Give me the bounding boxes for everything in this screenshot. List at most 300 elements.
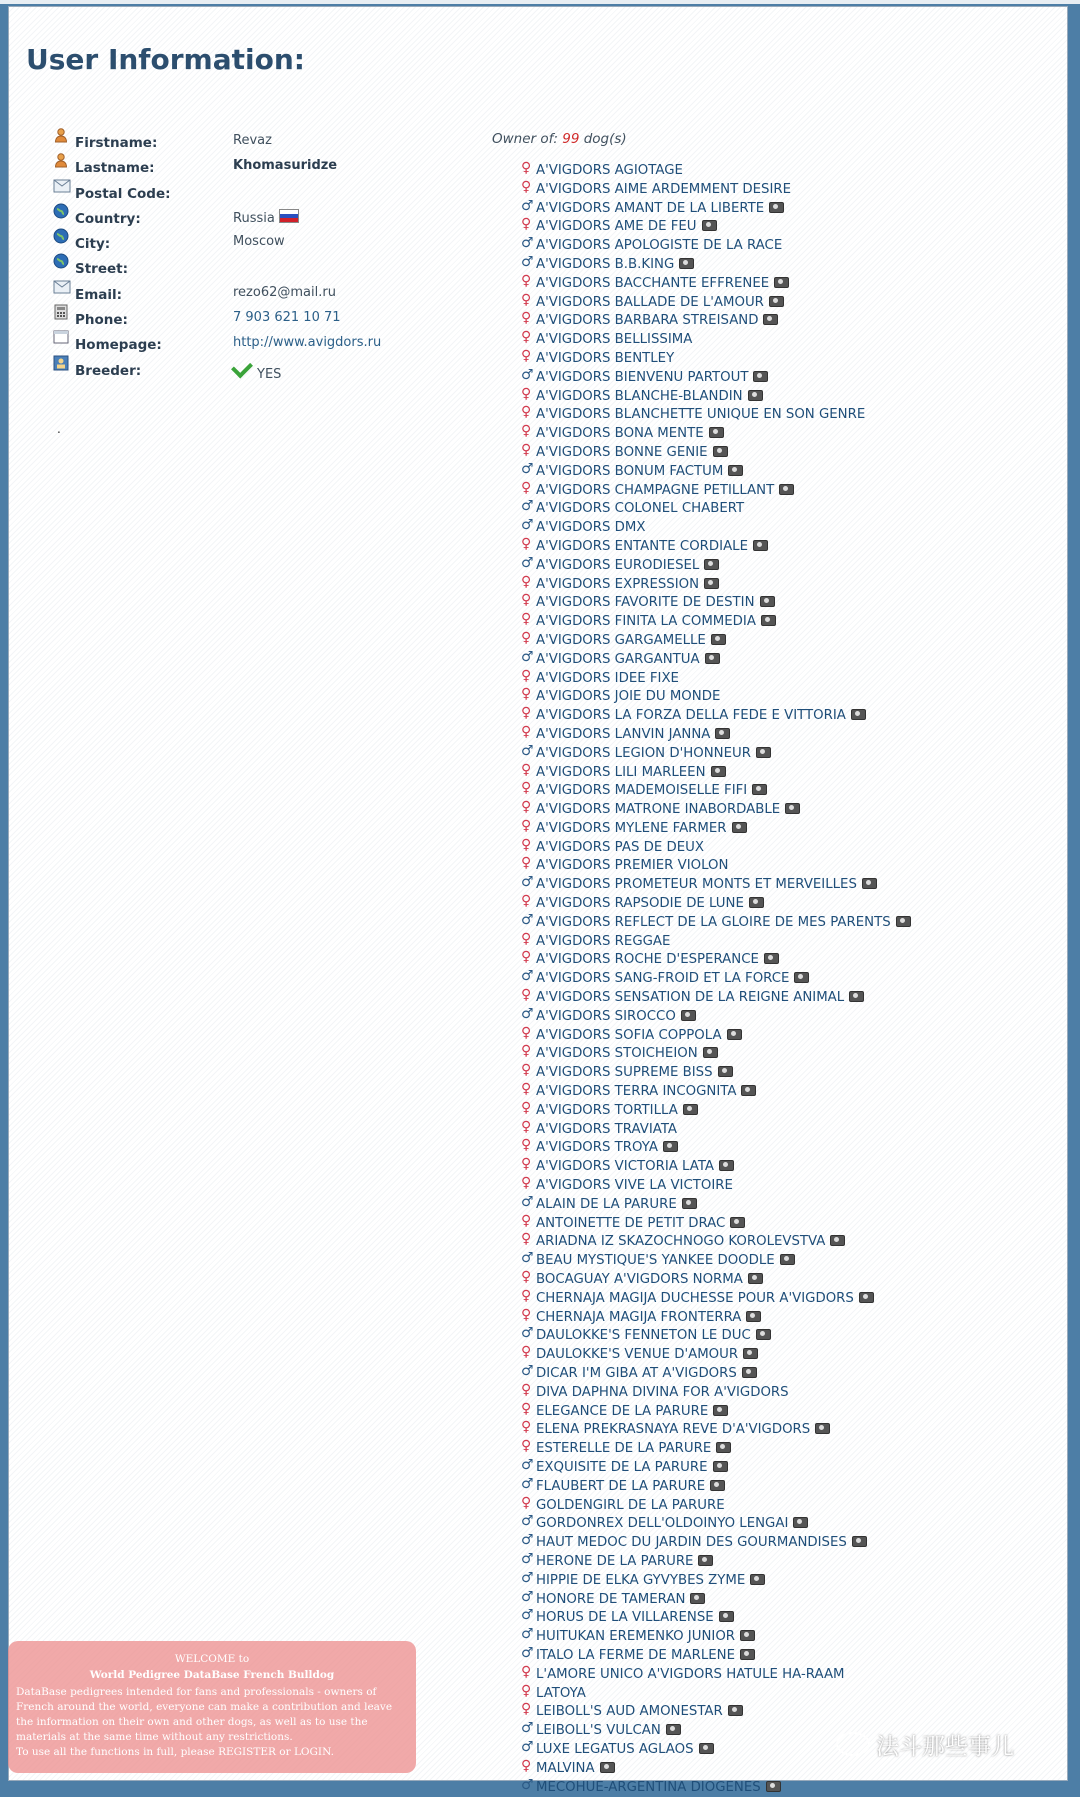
camera-icon[interactable] — [849, 991, 864, 1002]
camera-icon[interactable] — [710, 1480, 725, 1491]
dog-list-item[interactable] — [521, 688, 911, 707]
camera-icon[interactable] — [727, 1029, 742, 1040]
camera-icon[interactable] — [713, 1461, 728, 1472]
camera-icon[interactable] — [681, 1010, 696, 1021]
camera-icon[interactable] — [690, 1593, 705, 1604]
female-icon: ♀ — [521, 949, 532, 966]
dog-list-item[interactable] — [521, 951, 911, 970]
info-value — [233, 234, 285, 249]
female-icon: ♀ — [521, 1118, 532, 1135]
dog-list-item[interactable] — [521, 1287, 911, 1309]
camera-icon[interactable] — [711, 766, 726, 777]
female-icon: ♀ — [521, 1137, 532, 1154]
dog-name-link[interactable]: MALVINA — [536, 1760, 595, 1776]
dog-list-item[interactable] — [521, 1644, 911, 1666]
dog-name-link[interactable]: A'VIGDORS LILI MARLEEN — [536, 764, 706, 780]
dog-list-item[interactable] — [521, 479, 911, 501]
dog-name-link[interactable]: A'VIGDORS RAPSODIE DE LUNE — [536, 896, 744, 912]
dog-list-item[interactable] — [521, 707, 911, 726]
dog-list-item[interactable] — [521, 742, 911, 764]
dog-list-item[interactable] — [521, 406, 911, 425]
dog-name-link[interactable]: A'VIGDORS SANG-FROID ET LA FORCE — [536, 971, 790, 987]
dog-name-link[interactable]: A'VIGDORS APOLOGISTE DE LA RACE — [536, 238, 783, 254]
dog-list-item[interactable] — [521, 911, 911, 933]
camera-icon[interactable] — [746, 1311, 761, 1322]
camera-icon[interactable] — [683, 1104, 698, 1115]
dog-list-item[interactable] — [521, 761, 911, 783]
dog-name-link[interactable]: A'VIGDORS BONA MENTE — [536, 426, 704, 442]
camera-icon[interactable] — [780, 1254, 795, 1265]
camera-icon[interactable] — [698, 1555, 713, 1566]
camera-icon[interactable] — [730, 1217, 745, 1228]
female-icon: ♀ — [521, 1269, 532, 1286]
dog-name-link[interactable]: A'VIGDORS BALLADE DE L'AMOUR — [536, 294, 764, 310]
dog-list-item[interactable] — [521, 970, 911, 989]
camera-icon[interactable] — [679, 258, 694, 269]
dog-list-item[interactable] — [521, 1346, 911, 1365]
dog-name-link[interactable]: A'VIGDORS MYLENE FARMER — [536, 820, 727, 836]
dog-list-item[interactable] — [521, 218, 911, 237]
dog-name-link[interactable]: HONORE DE TAMERAN — [536, 1591, 686, 1607]
person-icon — [53, 127, 69, 143]
dog-name-link[interactable]: A'VIGDORS IDEE FIXE — [536, 670, 679, 686]
dog-name-link[interactable]: A'VIGDORS CHAMPAGNE PETILLANT — [536, 482, 775, 498]
camera-icon[interactable] — [728, 1705, 743, 1716]
camera-icon[interactable] — [709, 427, 724, 438]
dog-list-item[interactable] — [521, 1663, 911, 1685]
camera-icon[interactable] — [753, 540, 768, 551]
dog-list-item[interactable] — [521, 648, 911, 670]
dog-name-link[interactable]: A'VIGDORS TORTILLA — [536, 1102, 678, 1118]
dog-name-link[interactable]: ELEGANCE DE LA PARURE — [536, 1403, 709, 1419]
info-row — [53, 127, 453, 152]
camera-icon[interactable] — [760, 596, 775, 607]
dog-name-link[interactable]: A'VIGDORS JOIE DU MONDE — [536, 689, 721, 705]
info-label: Lastname: — [75, 160, 155, 177]
dog-list-item[interactable] — [521, 1494, 911, 1516]
dog-list-item[interactable] — [521, 1233, 911, 1252]
dog-name-link[interactable]: A'VIGDORS AIME ARDEMMENT DESIRE — [536, 181, 792, 197]
camera-icon[interactable] — [763, 314, 778, 325]
dog-list-item[interactable] — [521, 291, 911, 313]
camera-icon[interactable] — [718, 1066, 733, 1077]
camera-icon[interactable] — [753, 371, 768, 382]
dog-name-link[interactable]: HAUT MEDOC DU JARDIN DES GOURMANDISES — [536, 1535, 847, 1551]
dog-list-item[interactable] — [521, 1515, 911, 1534]
dog-list-item[interactable] — [521, 1083, 911, 1102]
dog-list-item[interactable] — [521, 331, 911, 350]
dog-name-link[interactable]: LUXE LEGATUS AGLAOS — [536, 1741, 694, 1757]
page-title: User Information: — [26, 43, 305, 76]
dog-list-item[interactable] — [521, 425, 911, 444]
camera-icon[interactable] — [793, 1517, 808, 1528]
dog-name-link[interactable]: A'VIGDORS VICTORIA LATA — [536, 1159, 715, 1175]
camera-icon[interactable] — [716, 1442, 731, 1453]
dog-name-link[interactable]: HUITUKAN EREMENKO JUNIOR — [536, 1629, 736, 1645]
dog-name-link[interactable]: A'VIGDORS PAS DE DEUX — [536, 839, 704, 855]
camera-icon[interactable] — [600, 1762, 615, 1773]
camera-icon[interactable] — [779, 484, 794, 495]
dog-name-link[interactable]: ALAIN DE LA PARURE — [536, 1196, 677, 1212]
female-icon: ♀ — [521, 987, 532, 1004]
dog-name-link[interactable]: A'VIGDORS TERRA INCOGNITA — [536, 1084, 737, 1100]
male-icon: ♂ — [521, 197, 534, 214]
dog-list-item[interactable] — [521, 1776, 911, 1797]
dog-list-item[interactable] — [521, 801, 911, 820]
dog-list-item[interactable] — [521, 1475, 911, 1497]
dog-name-link[interactable]: DAULOKKE'S FENNETON LE DUC — [536, 1328, 751, 1344]
female-icon: ♀ — [521, 1419, 532, 1436]
dog-list-item[interactable] — [521, 347, 911, 369]
camera-icon[interactable] — [794, 972, 809, 983]
dog-name-link[interactable]: A'VIGDORS AGIOTAGE — [536, 163, 683, 178]
dog-list-item[interactable] — [521, 272, 911, 294]
female-icon: ♀ — [521, 347, 532, 364]
dog-name-link[interactable]: HORUS DE LA VILLARENSE — [536, 1610, 714, 1626]
female-icon: ♀ — [521, 1682, 532, 1699]
camera-icon[interactable] — [728, 465, 743, 476]
dog-name-link[interactable]: A'VIGDORS SOFIA COPPOLA — [536, 1027, 722, 1043]
camera-icon[interactable] — [702, 220, 717, 231]
watermark-text: 法斗那些事儿 — [876, 1734, 1014, 1760]
dog-list-item[interactable] — [521, 1139, 911, 1158]
camera-icon[interactable] — [711, 634, 726, 645]
camera-icon[interactable] — [896, 916, 911, 927]
info-value-text: Revaz — [233, 133, 272, 148]
dog-name-link[interactable]: A'VIGDORS SUPREME BISS — [536, 1065, 713, 1081]
dog-list-item[interactable] — [521, 1158, 911, 1177]
dog-list-item[interactable] — [521, 1588, 911, 1610]
dog-name-link[interactable]: LEIBOLL'S VULCAN — [536, 1723, 661, 1739]
dog-name-link[interactable]: A'VIGDORS EURODIESEL — [536, 557, 700, 573]
dog-list-item[interactable] — [521, 1703, 911, 1722]
male-icon: ♂ — [521, 648, 534, 665]
dog-name-link[interactable]: FLAUBERT DE LA PARURE — [536, 1478, 706, 1494]
dog-name-link[interactable]: A'VIGDORS ENTANTE CORDIALE — [536, 538, 748, 554]
dog-name-link[interactable]: MECOHUE-ARGENTINA DIOGENES — [536, 1779, 761, 1795]
dog-list-item[interactable] — [521, 500, 911, 519]
camera-icon[interactable] — [699, 1743, 714, 1754]
dog-list-item[interactable] — [521, 1193, 911, 1215]
camera-icon[interactable] — [750, 1574, 765, 1585]
camera-icon[interactable] — [682, 1198, 697, 1209]
dog-name-link[interactable]: DAULOKKE'S VENUE D'AMOUR — [536, 1347, 739, 1363]
dog-list-item[interactable] — [521, 1569, 911, 1591]
dog-list-item[interactable] — [521, 594, 911, 613]
male-icon: ♂ — [521, 1475, 534, 1492]
female-icon: ♀ — [521, 1099, 532, 1116]
globe-icon — [53, 253, 69, 269]
dog-name-link[interactable]: A'VIGDORS EXPRESSION — [536, 576, 700, 592]
welcome-line1: WELCOME to — [174, 1653, 250, 1665]
dog-name-link[interactable]: A'VIGDORS AME DE FEU — [536, 219, 697, 235]
female-icon: ♀ — [521, 272, 532, 289]
dog-name-link[interactable]: A'VIGDORS BENTLEY — [536, 350, 675, 366]
info-row — [53, 355, 453, 380]
dog-name-link[interactable]: A'VIGDORS SIROCCO — [536, 1008, 676, 1024]
dog-list-item[interactable] — [521, 836, 911, 858]
dog-list-item[interactable] — [521, 1365, 911, 1384]
female-icon: ♀ — [521, 1212, 532, 1229]
info-value[interactable] — [233, 310, 341, 325]
male-icon: ♂ — [521, 1193, 534, 1210]
welcome-popup — [8, 1641, 416, 1773]
dog-name-link[interactable]: LEIBOLL'S AUD AMONESTAR — [536, 1704, 723, 1720]
dog-list-item[interactable] — [521, 535, 911, 557]
dog-name-link[interactable]: A'VIGDORS ROCHE D'ESPERANCE — [536, 952, 759, 968]
camera-icon[interactable] — [748, 390, 763, 401]
dog-name-link[interactable]: ARIADNA IZ SKAZOCHNOGO KOROLEVSTVA — [536, 1234, 826, 1250]
dog-list-item[interactable] — [521, 989, 911, 1008]
dog-list-item[interactable] — [521, 1118, 911, 1140]
dog-list-item[interactable] — [521, 162, 911, 181]
dog-list-item[interactable] — [521, 1045, 911, 1064]
dog-list-item[interactable] — [521, 237, 911, 256]
dog-list-item[interactable] — [521, 385, 911, 407]
female-icon: ♀ — [521, 667, 532, 684]
dog-list-item[interactable] — [521, 253, 911, 275]
dog-list-item[interactable] — [521, 1327, 911, 1346]
dog-name-link[interactable]: A'VIGDORS BACCHANTE EFFRENEE — [536, 275, 770, 291]
dog-list-item[interactable] — [521, 441, 911, 463]
dog-name-link[interactable]: A'VIGDORS DMX — [536, 520, 646, 536]
dog-name-link[interactable]: A'VIGDORS BLANCHETTE UNIQUE EN SON GENRE — [536, 407, 866, 423]
dog-name-link[interactable]: A'VIGDORS LANVIN JANNA — [536, 726, 711, 742]
camera-icon[interactable] — [752, 784, 767, 795]
camera-icon[interactable] — [749, 897, 764, 908]
dog-name-link[interactable]: A'VIGDORS BLANCHE-BLANDIN — [536, 388, 743, 404]
camera-icon[interactable] — [743, 1348, 758, 1359]
female-icon: ♀ — [521, 930, 532, 947]
dog-list-item[interactable] — [521, 1421, 911, 1440]
camera-icon[interactable] — [663, 1141, 678, 1152]
dog-list-item[interactable] — [521, 1609, 911, 1628]
camera-icon[interactable] — [705, 653, 720, 664]
dog-list-item[interactable] — [521, 573, 911, 595]
camera-icon[interactable] — [774, 277, 789, 288]
camera-icon[interactable] — [666, 1724, 681, 1735]
dog-list-item[interactable] — [521, 613, 911, 632]
dog-name-link[interactable]: EXQUISITE DE LA PARURE — [536, 1459, 708, 1475]
dog-name-link[interactable]: ITALO LA FERME DE MARLENE — [536, 1647, 735, 1663]
dog-name-link[interactable]: A'VIGDORS MATRONE INABORDABLE — [536, 802, 781, 818]
camera-icon[interactable] — [715, 728, 730, 739]
dog-list-item[interactable] — [521, 667, 911, 689]
dog-name-link[interactable]: GOLDENGIRL DE LA PARURE — [536, 1497, 725, 1513]
camera-icon[interactable] — [852, 1536, 867, 1547]
female-icon: ♀ — [521, 216, 532, 233]
camera-icon[interactable] — [859, 1292, 874, 1303]
dog-list-item[interactable] — [521, 1550, 911, 1572]
dog-list-item[interactable] — [521, 366, 911, 388]
dog-list-item[interactable] — [521, 312, 911, 331]
top-border — [0, 0, 1080, 4]
dog-list-item[interactable] — [521, 1628, 911, 1647]
female-icon: ♀ — [521, 780, 532, 797]
female-icon: ♀ — [521, 1701, 532, 1718]
dog-list-item[interactable] — [521, 1440, 911, 1459]
dog-name-link[interactable]: A'VIGDORS TROYA — [536, 1140, 658, 1156]
dog-name-link[interactable]: A'VIGDORS GARGANTUA — [536, 651, 700, 667]
female-icon: ♀ — [521, 855, 532, 872]
info-value-text: Khomasuridze — [233, 158, 338, 174]
dog-list-item[interactable] — [521, 1381, 911, 1403]
dog-list-item[interactable] — [521, 1024, 911, 1046]
dog-name-link[interactable]: A'VIGDORS SENSATION DE LA REIGNE ANIMAL — [536, 990, 845, 1006]
camera-icon[interactable] — [769, 202, 784, 213]
info-value — [233, 285, 336, 300]
dog-name-link[interactable]: CHERNAJA MAGIJA DUCHESSE POUR A'VIGDORS — [536, 1290, 854, 1306]
dog-name-link[interactable]: ESTERELLE DE LA PARURE — [536, 1441, 712, 1457]
dog-list-item[interactable] — [521, 197, 911, 219]
dog-list-item[interactable] — [521, 1099, 911, 1121]
dog-list-item[interactable] — [521, 554, 911, 576]
dog-name-link[interactable]: DIVA DAPHNA DIVINA FOR A'VIGDORS — [536, 1384, 789, 1400]
dog-name-link[interactable]: BOCAGUAY A'VIGDORS NORMA — [536, 1272, 743, 1288]
camera-icon[interactable] — [703, 1047, 718, 1058]
female-icon: ♀ — [521, 1081, 532, 1098]
separator-dot: . — [57, 422, 61, 436]
camera-icon[interactable] — [785, 803, 800, 814]
dog-list-item[interactable] — [521, 857, 911, 876]
camera-icon[interactable] — [742, 1367, 757, 1378]
wechat-logo-icon — [836, 1732, 870, 1756]
dog-list-item[interactable] — [521, 1212, 911, 1234]
dog-list-item[interactable] — [521, 723, 911, 745]
dog-list-item[interactable] — [521, 817, 911, 839]
dog-name-link[interactable]: A'VIGDORS TRAVIATA — [536, 1121, 678, 1137]
dog-name-link[interactable]: A'VIGDORS REFLECT DE LA GLOIRE DE MES PARENTS — [536, 914, 891, 930]
dog-name-link[interactable]: L'AMORE UNICO A'VIGDORS HATULE HA-RAAM — [536, 1666, 845, 1682]
dog-name-link[interactable]: A'VIGDORS GARGAMELLE — [536, 632, 706, 648]
female-icon: ♀ — [521, 1663, 532, 1680]
dog-list-item[interactable] — [521, 1306, 911, 1328]
female-icon: ♀ — [521, 799, 532, 816]
info-row — [53, 178, 453, 203]
dog-name-link[interactable]: A'VIGDORS VIVE LA VICTOIRE — [536, 1178, 733, 1194]
male-icon: ♂ — [521, 1720, 534, 1737]
dog-list-item[interactable] — [521, 1400, 911, 1422]
dog-list-item[interactable] — [521, 1252, 911, 1271]
info-value[interactable] — [233, 335, 381, 350]
info-value-text: YES — [257, 366, 282, 382]
camera-icon[interactable] — [851, 709, 866, 720]
dog-name-link[interactable]: A'VIGDORS PREMIER VIOLON — [536, 858, 729, 874]
camera-icon[interactable] — [719, 1611, 734, 1622]
dog-list-item[interactable] — [521, 1064, 911, 1083]
dog-name-link[interactable]: A'VIGDORS B.B.KING — [536, 256, 675, 272]
dog-name-link[interactable]: A'VIGDORS LEGION D'HONNEUR — [536, 745, 751, 761]
dog-list-item[interactable] — [521, 178, 911, 200]
dog-name-link[interactable]: A'VIGDORS COLONEL CHABERT — [536, 501, 745, 517]
dog-name-link[interactable]: ELENA PREKRASNAYA REVE D'A'VIGDORS — [536, 1422, 811, 1438]
camera-icon[interactable] — [704, 559, 719, 570]
dog-list-item[interactable] — [521, 629, 911, 651]
dog-name-link[interactable]: A'VIGDORS STOICHEION — [536, 1046, 698, 1062]
dog-name-link[interactable]: A'VIGDORS REGGAE — [536, 933, 671, 949]
dog-list-item[interactable] — [521, 519, 911, 538]
camera-icon[interactable] — [740, 1630, 755, 1641]
dog-list-item[interactable] — [521, 1005, 911, 1027]
dog-list-item[interactable] — [521, 1682, 911, 1704]
dog-name-link[interactable]: A'VIGDORS BELLISSIMA — [536, 332, 693, 348]
camera-icon[interactable] — [713, 1405, 728, 1416]
female-icon: ♀ — [521, 723, 532, 740]
camera-icon[interactable] — [830, 1235, 845, 1246]
dog-name-link[interactable]: HERONE DE LA PARURE — [536, 1553, 694, 1569]
male-icon: ♂ — [521, 1363, 534, 1379]
dog-list-item[interactable] — [521, 1757, 911, 1779]
female-icon: ♀ — [521, 1381, 532, 1398]
dog-name-link[interactable]: A'VIGDORS BARBARA STREISAND — [536, 313, 759, 329]
camera-icon[interactable] — [764, 953, 779, 964]
dog-list-item[interactable] — [521, 930, 911, 952]
dog-name-link[interactable]: CHERNAJA MAGIJA FRONTERRA — [536, 1309, 742, 1325]
camera-icon[interactable] — [748, 1273, 763, 1284]
mail-icon — [53, 279, 69, 295]
camera-icon[interactable] — [741, 1085, 756, 1096]
dog-list-item[interactable] — [521, 460, 911, 482]
dog-name-link[interactable]: A'VIGDORS LA FORZA DELLA FEDE E VITTORIA — [536, 708, 846, 724]
dog-name-link[interactable]: A'VIGDORS FAVORITE DE DESTIN — [536, 595, 755, 611]
dog-list-item[interactable] — [521, 782, 911, 801]
camera-icon[interactable] — [719, 1160, 734, 1171]
dog-list-item[interactable] — [521, 1177, 911, 1196]
female-icon: ♀ — [521, 1156, 532, 1173]
dog-list-item[interactable] — [521, 876, 911, 895]
welcome-register-login[interactable]: To use all the functions in full, please REGISTER or LOGIN. — [16, 1746, 334, 1758]
dog-list-item[interactable] — [521, 895, 911, 914]
female-icon: ♀ — [521, 1306, 532, 1323]
dog-name-link[interactable]: BEAU MYSTIQUE'S YANKEE DOODLE — [536, 1253, 775, 1269]
camera-icon[interactable] — [769, 296, 784, 307]
dog-name-link[interactable]: A'VIGDORS FINITA LA COMMEDIA — [536, 614, 756, 630]
camera-icon[interactable] — [862, 878, 877, 889]
dog-name-link[interactable]: LATOYA — [536, 1685, 586, 1701]
dog-list-item[interactable] — [521, 1534, 911, 1553]
dog-list-item[interactable] — [521, 1456, 911, 1478]
dog-name-link[interactable]: DICAR I'M GIBA AT A'VIGDORS — [536, 1366, 737, 1381]
dog-name-link[interactable]: A'VIGDORS BONUM FACTUM — [536, 463, 724, 479]
camera-icon[interactable] — [756, 747, 771, 758]
camera-icon[interactable] — [740, 1649, 755, 1660]
dog-name-link[interactable]: A'VIGDORS MADEMOISELLE FIFI — [536, 783, 748, 799]
dog-name-link[interactable]: A'VIGDORS AMANT DE LA LIBERTE — [536, 200, 765, 216]
dog-name-link[interactable]: ANTOINETTE DE PETIT DRAC — [536, 1215, 726, 1231]
male-icon: ♂ — [521, 1776, 534, 1793]
camera-icon[interactable] — [732, 822, 747, 833]
dog-name-link[interactable]: A'VIGDORS PROMETEUR MONTS ET MERVEILLES — [536, 877, 857, 893]
dog-name-link[interactable]: GORDONREX DELL'OLDOINYO LENGAI — [536, 1516, 789, 1532]
camera-icon[interactable] — [713, 446, 728, 457]
info-label: Postal Code: — [75, 185, 171, 202]
dog-name-link[interactable]: A'VIGDORS BONNE GENIE — [536, 444, 708, 460]
phone-icon — [53, 304, 69, 320]
female-icon: ♀ — [521, 893, 532, 910]
camera-icon[interactable] — [815, 1423, 830, 1434]
info-label: Country: — [75, 210, 141, 227]
dog-name-link[interactable]: A'VIGDORS BIENVENU PARTOUT — [536, 369, 749, 385]
camera-icon[interactable] — [761, 615, 776, 626]
dog-list-item[interactable] — [521, 1271, 911, 1290]
camera-icon[interactable] — [704, 578, 719, 589]
dog-name-link[interactable]: HIPPIE DE ELKA GYVYBES ZYME — [536, 1572, 746, 1588]
male-icon: ♂ — [521, 1250, 534, 1267]
camera-icon[interactable] — [766, 1781, 781, 1792]
female-icon: ♀ — [521, 329, 532, 346]
female-icon: ♀ — [521, 836, 532, 853]
camera-icon[interactable] — [756, 1329, 771, 1340]
